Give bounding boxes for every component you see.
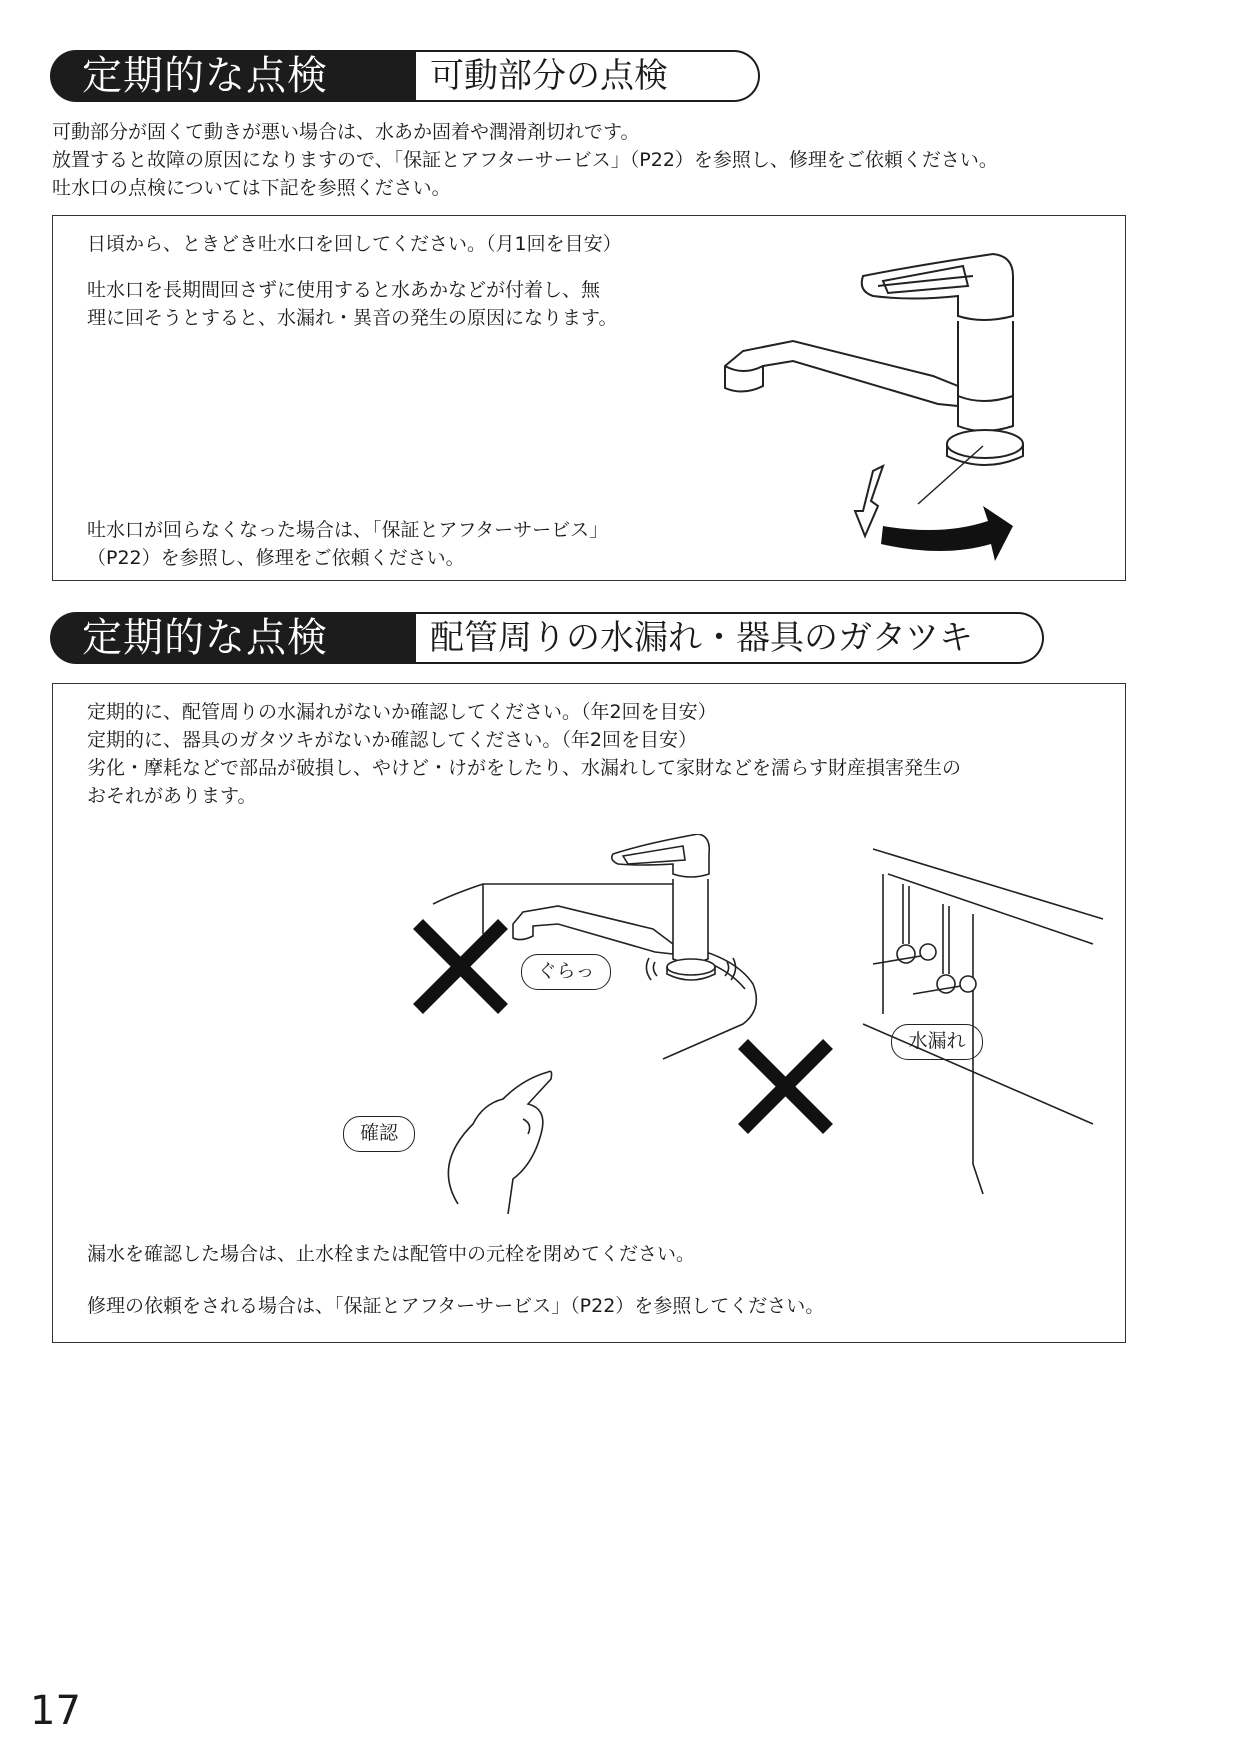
box2-line: 劣化・摩耗などで部品が破損し、やけど・けがをしたり、水漏れして家財などを濡らす財産損害発生の	[87, 757, 962, 779]
section2-box	[52, 683, 1126, 1343]
box1-para1-line: 吐水口を長期間回さずに使用すると水あかなどが付着し、無	[87, 279, 601, 301]
label-mizumore: 水漏れ	[891, 1024, 983, 1060]
section1-header-label: 定期的な点検	[50, 50, 416, 102]
box1-para2-line: （P22）を参照し、修理をご依頼ください。	[87, 547, 465, 569]
section1-intro	[52, 118, 998, 202]
box1-para2	[87, 516, 608, 572]
inspection-illustration	[373, 834, 1113, 1214]
intro-line: 放置すると故障の原因になりますので、「保証とアフターサービス」（P22）を参照し、修理をご依頼ください。	[52, 149, 998, 171]
box2-line: 定期的に、配管周りの水漏れがないか確認してください。（年2回を目安）	[87, 701, 717, 723]
intro-line: 吐水口の点検については下記を参照ください。	[52, 177, 451, 199]
box1-para2-line: 吐水口が回らなくなった場合は、「保証とアフターサービス」	[87, 519, 609, 541]
label-gura: ぐらっ	[521, 954, 611, 990]
box2-line: おそれがあります。	[87, 785, 257, 807]
section1-box	[52, 215, 1126, 581]
box2-footer2: 修理の依頼をされる場合は、「保証とアフターサービス」（P22）を参照してください。	[87, 1295, 825, 1317]
section2-header	[50, 612, 1050, 664]
box1-heading: 日頃から、ときどき吐水口を回してください。（月1回を目安）	[87, 233, 622, 255]
faucet-rotate-illustration	[713, 236, 1113, 566]
label-kakunin: 確認	[343, 1116, 415, 1152]
intro-line: 可動部分が固くて動きが悪い場合は、水あか固着や潤滑剤切れです。	[52, 121, 640, 143]
section2-header-title: 配管周りの水漏れ・器具のガタツキ	[416, 612, 1044, 664]
box1-para1	[87, 276, 617, 332]
box2-footer1: 漏水を確認した場合は、止水栓または配管中の元栓を閉めてください。	[87, 1243, 696, 1265]
page-number: 17	[30, 1688, 81, 1734]
section1-header-title: 可動部分の点検	[416, 50, 760, 102]
box2-line: 定期的に、器具のガタツキがないか確認してください。（年2回を目安）	[87, 729, 698, 751]
box1-para1-line: 理に回そうとすると、水漏れ・異音の発生の原因になります。	[87, 307, 618, 329]
box2-text	[87, 698, 961, 810]
section1-header	[50, 50, 1050, 102]
section2-header-label: 定期的な点検	[50, 612, 416, 664]
